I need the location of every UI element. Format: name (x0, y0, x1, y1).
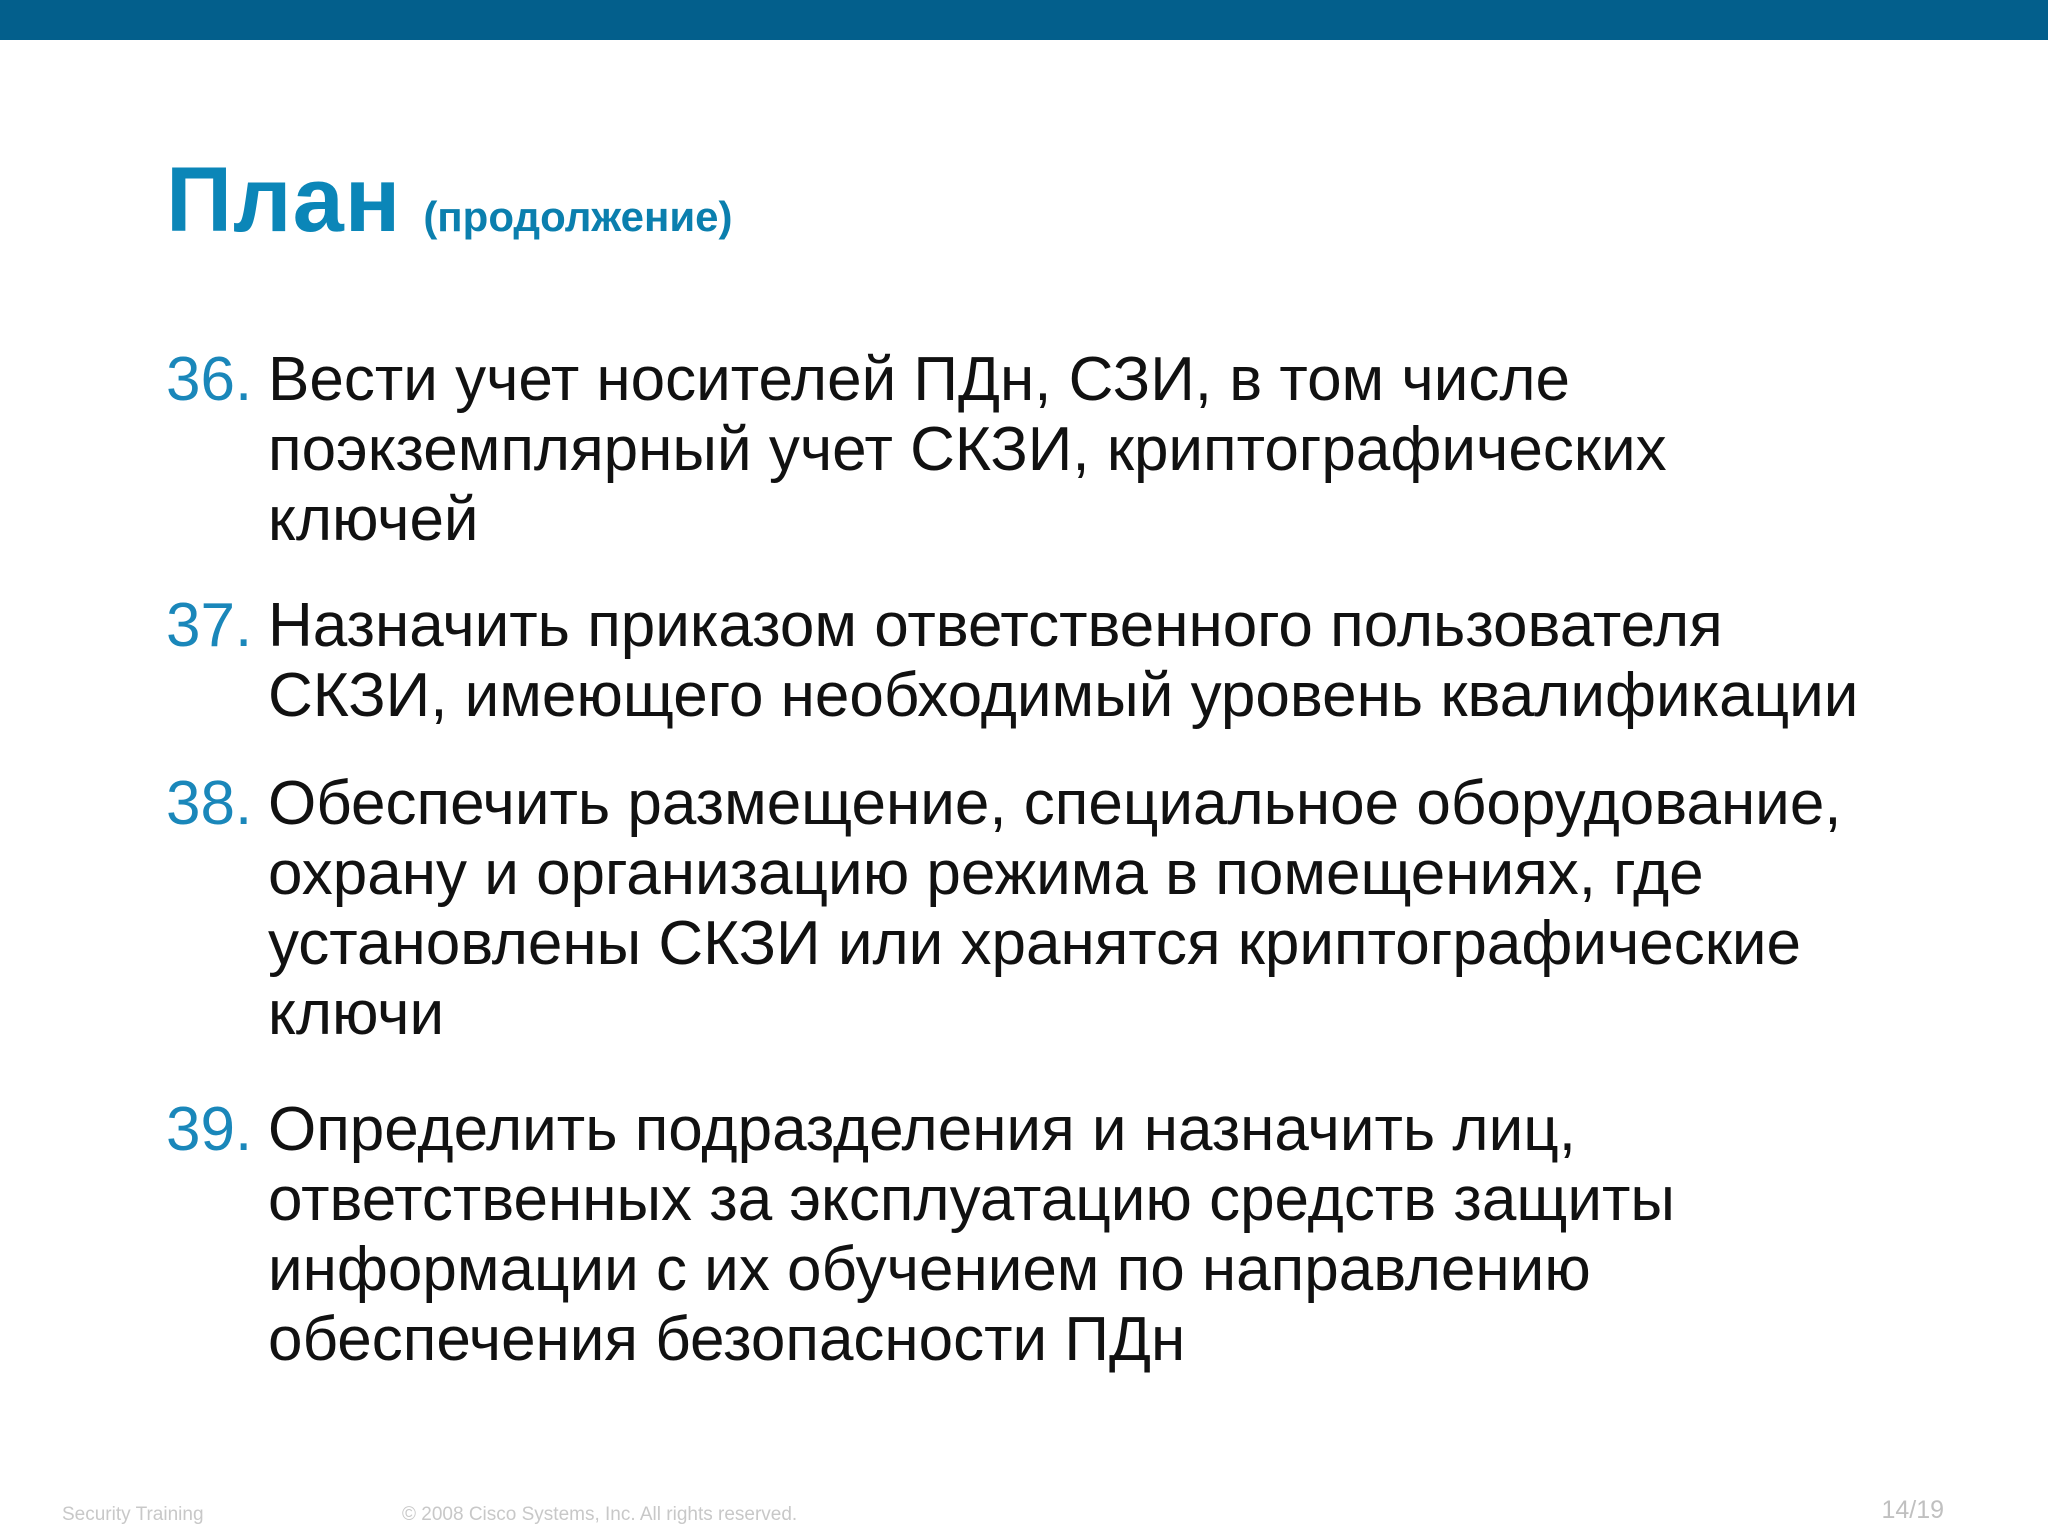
list-item (166, 1095, 2036, 1375)
item-number: 36. (166, 345, 253, 414)
numbered-list (166, 345, 2036, 1375)
list-item (166, 591, 2036, 731)
item-text: Определить подразделения и назначить лиц, ответственных за эксплуатацию средств защиты информации с их обучением по направлению обеспечения безопасности ПДн (268, 1095, 1675, 1374)
footer-left-label: Security Training (62, 1504, 204, 1525)
list-item (166, 345, 2036, 555)
top-bar (0, 0, 2048, 40)
footer-copyright: © 2008 Cisco Systems, Inc. All rights reserved. (402, 1504, 798, 1525)
item-text: Назначить приказом ответственного пользователя СКЗИ, имеющего необходимый уровень квалификации (268, 591, 1859, 730)
page-number: 14/19 (1881, 1496, 1944, 1524)
item-number: 37. (166, 591, 253, 660)
item-text: Обеспечить размещение, специальное оборудование, охрану и организацию режима в помещениях, где установлены СКЗИ или хранятся криптографические ключи (268, 769, 1842, 1048)
item-text: Вести учет носителей ПДн, СЗИ, в том числе поэкземплярный учет СКЗИ, криптографических ключей (268, 345, 1667, 554)
slide-title (166, 148, 733, 253)
list-item (166, 769, 2036, 1049)
title-subtitle: (продолжение) (423, 193, 733, 240)
item-number: 39. (166, 1095, 253, 1164)
title-main: План (166, 149, 402, 251)
item-number: 38. (166, 769, 253, 838)
